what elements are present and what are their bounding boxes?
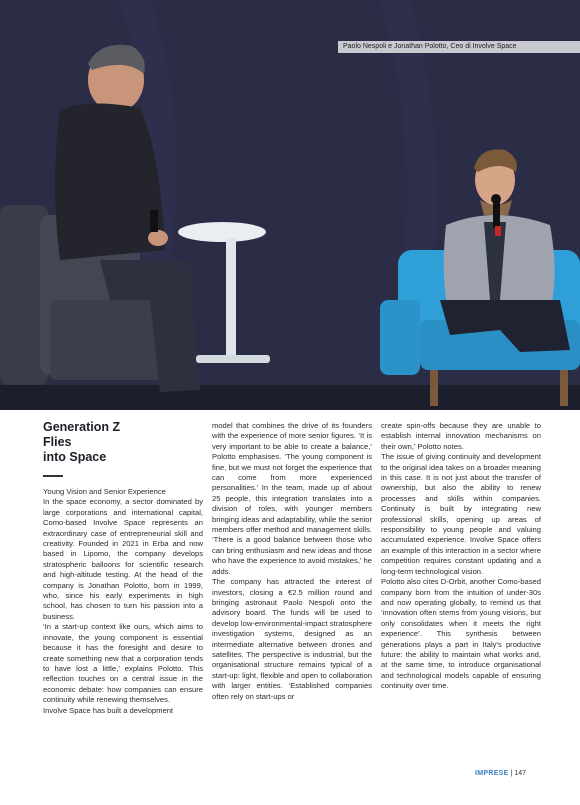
title-divider xyxy=(43,475,63,477)
text-column-1 xyxy=(43,487,203,716)
paragraph: In the space economy, a sector dominated by large corporations and international capital, Como-based Involve Space represents an extraordinary case of entrepreneurial skill and creativity. Founded in 2021 in Erba and now based in Lipomo, the company develops stratospheric balloons for scientific research and high-altitude testing. At the head of the company is Jonathan Polotto, born in 1999, who, since his early experiments in high school, has chosen to turn his passion into a business. xyxy=(43,497,203,621)
paragraph: The issue of giving continuity and development to the original idea takes on a broader meaning in this case. It is not just about the transfer of ownership, but also the ability to renew processes and skills within companies. Continuity is built by integrating new professional skills, opening up areas of responsibility to young people and valuing accumulated experience. Involve Space offers an example of this interaction in a sector where competition requires constant updating and a long-term technological vision. xyxy=(381,452,541,576)
article-title xyxy=(43,420,203,465)
text-column-2 xyxy=(212,421,372,702)
folio-separator: | xyxy=(510,770,513,777)
page-number: 147 xyxy=(514,770,527,777)
paragraph: model that combines the drive of its founders with the experience of more senior figures. ‘It is very important to be able to create a balance,’ Polotto emphasises. ‘The young component is fine, but we must not forget the experience that can come from more experienced personalities.’ In the team, made up of about 25 people, this integration translates into a division of roles, with younger members bringing ideas and adaptability, while the senior members offer method and management skills. ‘There is a good balance between those who can bring enthusiasm and new ideas and those who have the experience to avoid mistakes,’ he adds. xyxy=(212,421,372,576)
paragraph: create spin-offs because they are unable to establish internal innovation mechanisms on their own,’ Polotto notes. xyxy=(381,421,541,451)
text-column-3 xyxy=(381,421,541,692)
subheading: Young Vision and Senior Experience xyxy=(43,487,166,496)
title-line: Flies xyxy=(43,435,72,449)
paragraph: Involve Space has built a development xyxy=(43,705,174,715)
section-label: IMPRESE xyxy=(475,770,509,777)
page-footer xyxy=(475,770,526,777)
title-line: Generation Z xyxy=(43,420,121,434)
paragraph: ‘In a start-up context like ours, which aims to innovate, the young component is essential because it has the foresight and desire to create something new that a corporation tends to have lost a little,’ explains Polotto. This reflection touches on a central issue in the economic debate: how companies can ensure continuity while renewing themselves. xyxy=(43,622,203,705)
title-line: into Space xyxy=(43,450,107,464)
paragraph: Polotto also cites D-Orbit, another Como-based company born from the intuition of under-30s and now operating globally, to remind us that ‘innovation often stems from young visions, but only consolidates when it meets the right experience’. This synthesis between generations plays a part in Italy’s productive future: the ability to maintain what works and, at the same time, to introduce organisational and technological models capable of ensuring continuity over time. xyxy=(381,577,541,691)
paragraph: The company has attracted the interest of investors, closing a €2.5 million round and bringing astronaut Paolo Nespoli onto the advisory board. The funds will be used to develop low-environmental-impact stratosphere investigation systems, designed as an intermediate alternative between drones and satellites. The perspective is industrial, but the organisational structure remains typical of a start-up: light, flexible and open to collaboration with larger entities. ‘Established companies often rely on start-ups or xyxy=(212,577,372,701)
photo-caption: Paolo Nespoli e Jonathan Polotto, Ceo di Involve Space xyxy=(338,41,580,53)
